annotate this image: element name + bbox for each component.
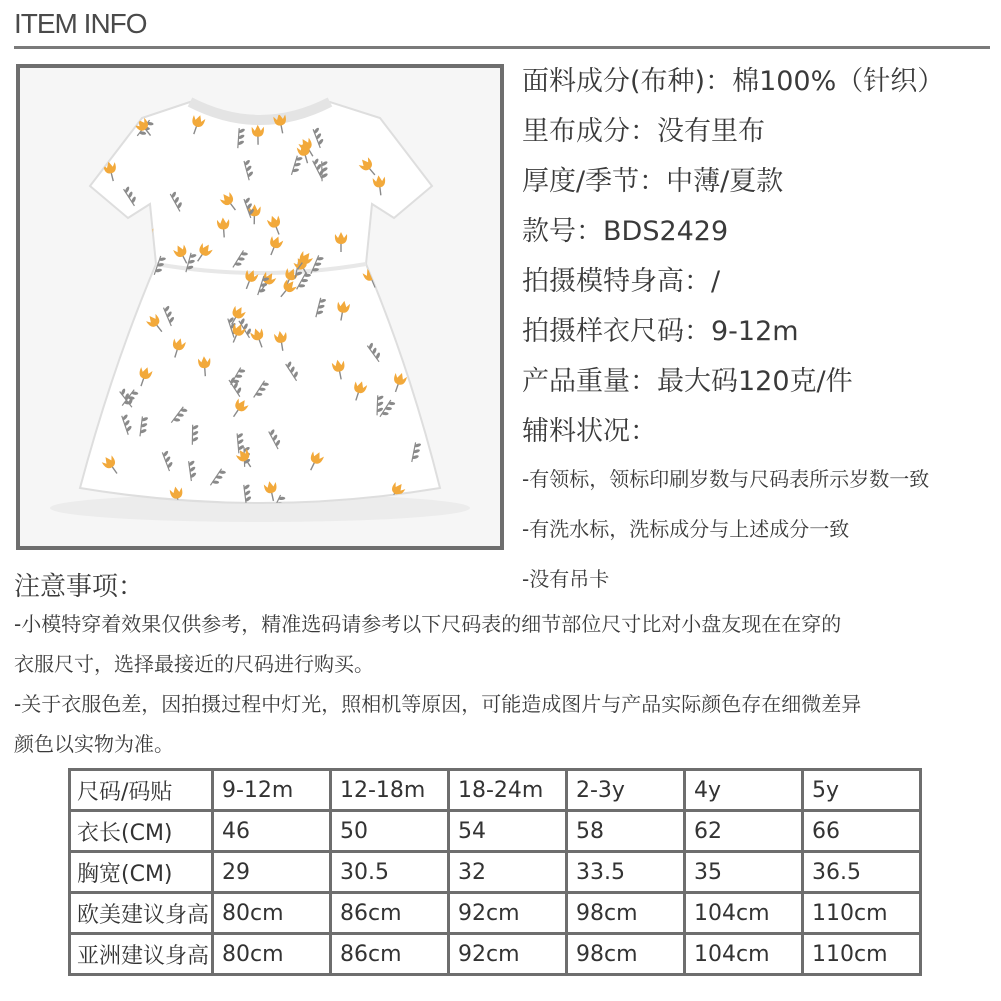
table-cell: 54: [449, 811, 567, 852]
table-cell: 110cm: [803, 934, 921, 975]
table-cell: 104cm: [685, 934, 803, 975]
table-cell: 50: [331, 811, 449, 852]
spec-model-height: 拍摄模特身高：/: [522, 266, 721, 297]
table-cell: 9-12m: [213, 770, 331, 811]
accessory-item: -没有吊卡: [522, 567, 610, 591]
floral-dress-photo: [20, 68, 500, 546]
table-cell: 66: [803, 811, 921, 852]
table-cell: 32: [449, 852, 567, 893]
spec-weight: 产品重量：最大码120克/件: [522, 366, 853, 397]
spec-list: [522, 62, 992, 612]
table-cell: 46: [213, 811, 331, 852]
table-cell: 33.5: [567, 852, 685, 893]
table-cell: 98cm: [567, 893, 685, 934]
product-photo: [16, 64, 504, 550]
accessory-item: -有领标，领标印刷岁数与尺码表所示岁数一致: [522, 467, 930, 491]
table-cell: 36.5: [803, 852, 921, 893]
note-line: -小模特穿着效果仅供参考，精准选码请参考以下尺码表的细节部位尺寸比对小盘友现在在穿的: [14, 612, 842, 636]
table-cell: 86cm: [331, 893, 449, 934]
table-row: [70, 811, 921, 852]
row-header: 亚洲建议身高: [70, 934, 213, 975]
note-line: 衣服尺寸，选择最接近的尺码进行购买。: [14, 652, 374, 676]
row-header: 胸宽(CM): [70, 852, 213, 893]
table-cell: 35: [685, 852, 803, 893]
table-cell: 5y: [803, 770, 921, 811]
table-cell: 110cm: [803, 893, 921, 934]
header-divider: [14, 46, 990, 49]
spec-accessories: 辅料状况：: [522, 416, 657, 447]
table-cell: 104cm: [685, 893, 803, 934]
table-row: [70, 893, 921, 934]
table-cell: 12-18m: [331, 770, 449, 811]
spec-fabric: 面料成分(布种)：棉100%（针织）: [522, 66, 945, 97]
table-cell: 86cm: [331, 934, 449, 975]
table-cell: 29: [213, 852, 331, 893]
spec-style-no: 款号：BDS2429: [522, 216, 729, 247]
table-cell: 30.5: [331, 852, 449, 893]
spec-thickness: 厚度/季节：中薄/夏款: [522, 166, 784, 197]
row-header: 尺码/码贴: [70, 770, 213, 811]
table-row: [70, 770, 921, 811]
table-cell: 80cm: [213, 893, 331, 934]
table-cell: 2-3y: [567, 770, 685, 811]
spec-sample-size: 拍摄样衣尺码：9-12m: [522, 316, 799, 347]
table-cell: 58: [567, 811, 685, 852]
table-cell: 18-24m: [449, 770, 567, 811]
spec-lining: 里布成分：没有里布: [522, 116, 765, 147]
page-title: ITEM INFO: [14, 8, 147, 39]
table-cell: 80cm: [213, 934, 331, 975]
table-row: [70, 852, 921, 893]
table-cell: 92cm: [449, 934, 567, 975]
note-line: 颜色以实物为准。: [14, 732, 174, 756]
table-cell: 98cm: [567, 934, 685, 975]
notes-body: [14, 604, 994, 764]
notes-title: 注意事项：: [14, 572, 145, 602]
note-line: -关于衣服色差，因拍摄过程中灯光，照相机等原因，可能造成图片与产品实际颜色存在细微差异: [14, 692, 862, 716]
size-table: [68, 768, 922, 976]
row-header: 衣长(CM): [70, 811, 213, 852]
table-cell: 4y: [685, 770, 803, 811]
row-header: 欧美建议身高: [70, 893, 213, 934]
table-cell: 92cm: [449, 893, 567, 934]
accessory-item: -有洗水标，洗标成分与上述成分一致: [522, 517, 850, 541]
table-row: [70, 934, 921, 975]
table-cell: 62: [685, 811, 803, 852]
